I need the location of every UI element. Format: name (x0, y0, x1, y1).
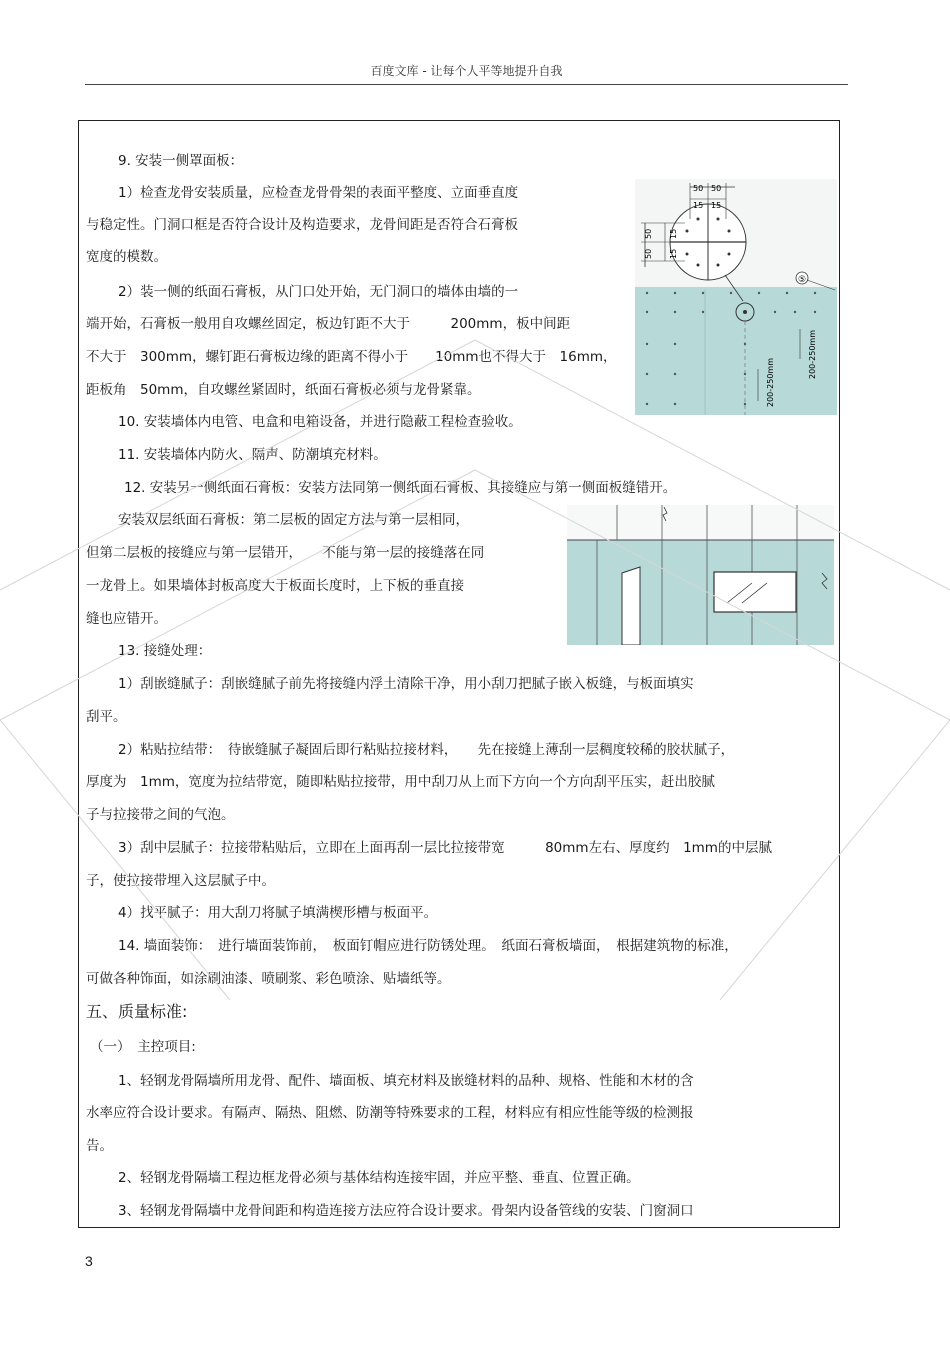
paragraph-line: 12. 安装另一侧纸面石膏板：安装方法同第一侧纸面石膏板、其接缝应与第一侧面板缝错开。 (124, 480, 677, 496)
criteria-line: 告。 (86, 1138, 113, 1154)
paragraph-line: 缝也应错开。 (86, 611, 167, 627)
paragraph-line: 10. 安装墙体内电管、电盒和电箱设备，并进行隐蔽工程检查验收。 (118, 414, 522, 430)
paragraph-line: 距板角 50mm，自攻螺丝紧固时，纸面石膏板必须与龙骨紧靠。 (86, 382, 481, 398)
header-text: 百度文库 - 让每个人平等地提升自我 (370, 64, 563, 78)
dim-bottom: 200-250mm (766, 357, 775, 407)
paragraph-line: 端开始，石膏板一般用自攻螺丝固定，板边钉距不大于 200mm，板中间距 (86, 316, 571, 332)
paragraph-line: 11. 安装墙体内防火、隔声、防潮填充材料。 (118, 447, 387, 463)
paragraph-line: 宽度的模数。 (86, 249, 167, 265)
paragraph-line: 9. 安装一侧罩面板： (118, 153, 244, 169)
paragraph-line: 2）装一侧的纸面石膏板，从门口处开始，无门洞口的墙体由墙的一 (118, 284, 519, 300)
dim-left-2: 50 (644, 248, 653, 259)
criteria-line: 1、轻钢龙骨隔墙所用龙骨、配件、墙面板、填充材料及嵌缝材料的品种、规格、性能和木材的含 (118, 1073, 694, 1089)
paragraph-line: 3）刮中层腻子：拉接带粘贴后，立即在上面再刮一层比拉接带宽 80mm左右、厚度约 1mm的中层腻 (118, 840, 772, 856)
section-title: 五、质量标准: (86, 1002, 188, 1021)
double-layer-wall-figure (567, 505, 834, 645)
criteria-line: 3、轻钢龙骨隔墙中龙骨间距和构造连接方法应符合设计要求。骨架内设备管线的安装、门窗洞口 (118, 1203, 694, 1219)
paragraph-line: 2）粘贴拉结带： 待嵌缝腻子凝固后即行粘贴拉接材料， 先在接缝上薄刮一层稠度较稀的胶状腻子， (118, 742, 735, 758)
gypsum-board-area (635, 287, 837, 415)
paragraph-line: 可做各种饰面，如涂刷油漆、喷刷浆、彩色喷涂、贴墙纸等。 (86, 971, 451, 987)
dim-right: 200-250mm (808, 329, 817, 379)
paragraph-line: 4）找平腻子：用大刮刀将腻子填满楔形槽与板面平。 (118, 905, 438, 921)
subsection-title: （一） 主控项目: (90, 1039, 196, 1055)
dim-top-1: 50 (693, 184, 704, 193)
callout-label: ⑤ (798, 275, 807, 285)
paragraph-line: 一龙骨上。如果墙体封板高度大于板面长度时，上下板的垂直接 (86, 578, 464, 594)
criteria-line: 水率应符合设计要求。有隔声、隔热、阻燃、防潮等特殊要求的工程，材料应有相应性能等级的检测报 (86, 1105, 694, 1121)
paragraph-line: 子与拉接带之间的气泡。 (86, 807, 235, 823)
double-layer-wall-diagram (567, 505, 834, 645)
paragraph-line: 但第二层板的接缝应与第一层错开， 不能与第一层的接缝落在同 (86, 545, 485, 561)
paragraph-line: 不大于 300mm，螺钉距石膏板边缘的距离不得小于 10mm也不得大于 16mm， (86, 349, 617, 365)
dim-left-small-2: 15 (669, 248, 678, 259)
screw-spacing-diagram (635, 179, 837, 415)
dim-left-1: 50 (644, 228, 653, 239)
page-number: 3 (85, 1253, 93, 1269)
paragraph-line: 刮平。 (86, 709, 127, 725)
dim-top-2: 50 (711, 184, 722, 193)
paragraph-line: 1）检查龙骨安装质量，应检查龙骨骨架的表面平整度、立面垂直度 (118, 185, 519, 201)
dim-top-small-1: 15 (693, 201, 704, 210)
dim-left-small-1: 15 (669, 228, 678, 239)
paragraph-line: 1）刮嵌缝腻子：刮嵌缝腻子前先将接缝内浮土清除干净，用小刮刀把腻子嵌入板缝，与板面填实 (118, 676, 694, 692)
paragraph-line: 14. 墙面装饰： 进行墙面装饰前， 板面钉帽应进行防锈处理。 纸面石膏板墙面， 根据建筑物的标准， (118, 938, 738, 954)
dim-top-small-2: 15 (711, 201, 722, 210)
paragraph-line: 厚度为 1mm，宽度为拉结带宽，随即粘贴拉接带，用中刮刀从上而下方向一个方向刮平压实，赶出胶腻 (86, 774, 715, 790)
paragraph-line: 与稳定性。门洞口框是否符合设计及构造要求，龙骨间距是否符合石膏板 (86, 217, 518, 233)
paragraph-line: 13. 接缝处理： (118, 643, 212, 659)
screw-spacing-figure (635, 179, 837, 415)
page-header (85, 62, 848, 85)
paragraph-line: 安装双层纸面石膏板：第二层板的固定方法与第一层相同， (118, 512, 469, 528)
paragraph-line: 子，使拉接带埋入这层腻子中。 (86, 873, 275, 889)
criteria-line: 2、轻钢龙骨隔墙工程边框龙骨必须与基体结构连接牢固，并应平整、垂直、位置正确。 (118, 1170, 640, 1186)
